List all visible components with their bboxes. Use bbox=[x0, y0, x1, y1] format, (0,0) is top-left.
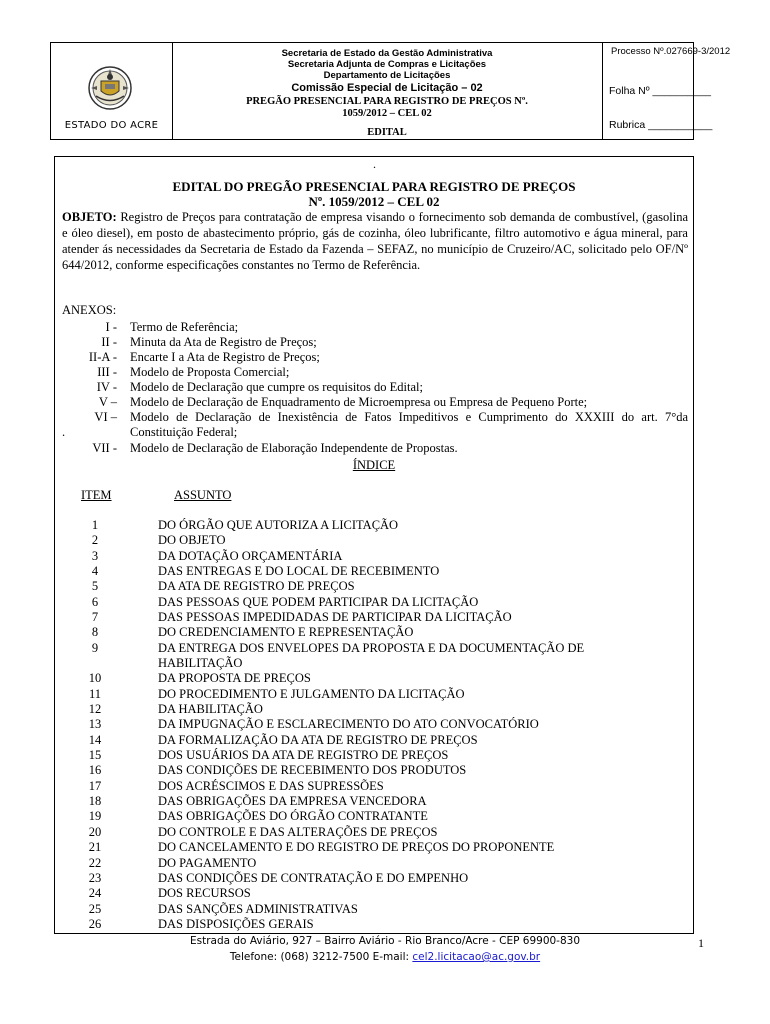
index-item-subject: DOS RECURSOS bbox=[158, 886, 251, 901]
index-item-number: 7 bbox=[91, 610, 99, 625]
header-comissao: Comissão Especial de Licitação – 02 bbox=[291, 82, 483, 94]
index-item-number: 25 bbox=[88, 901, 102, 916]
index-item-number: 1 bbox=[91, 518, 99, 532]
anexo-text: Modelo de Declaração de Enquadramento de Microempresa ou Empresa de Pequeno Porte; bbox=[130, 395, 588, 409]
document-header bbox=[50, 42, 731, 140]
index-item-number: 19 bbox=[88, 809, 102, 824]
anexo-text: Modelo de Proposta Comercial; bbox=[130, 365, 290, 379]
index-item-number: 20 bbox=[88, 824, 102, 839]
index-item-number: 21 bbox=[88, 840, 102, 855]
anexo-text: Modelo de Declaração de Inexistência de Fatos Impeditivos e Cumprimento do XXXIII do art. 7°da Constituição Federal; bbox=[130, 410, 688, 439]
index-item-subject: DO CREDENCIAMENTO E REPRESENTAÇÃO bbox=[158, 625, 414, 640]
header-process-cell bbox=[602, 43, 731, 139]
footer-contact bbox=[0, 951, 770, 963]
index-item-subject: DAS SANÇÕES ADMINISTRATIVAS bbox=[158, 901, 358, 916]
index-item-number: 10 bbox=[88, 671, 102, 686]
index-item-subject: DAS PESSOAS QUE PODEM PARTICIPAR DA LICITAÇÃO bbox=[158, 594, 479, 609]
index-item-subject: DA ENTREGA DOS ENVELOPES DA PROPOSTA E DA DOCUMENTAÇÃO DE HABILITAÇÃO bbox=[158, 640, 585, 670]
anexo-number: V – bbox=[98, 395, 117, 409]
index-item-subject: DOS USUÁRIOS DA ATA DE REGISTRO DE PREÇOS bbox=[158, 748, 449, 763]
index-item-subject: DO PROCEDIMENTO E JULGAMENTO DA LICITAÇÃO bbox=[158, 686, 465, 701]
index-item-number: 15 bbox=[88, 748, 102, 763]
header-edital: EDITAL bbox=[367, 127, 407, 138]
index-item-subject: DA ATA DE REGISTRO DE PREÇOS bbox=[158, 579, 355, 594]
header-secretaria-adjunta: Secretaria Adjunta de Compras e Licitações bbox=[287, 59, 487, 70]
index-item-number: 11 bbox=[88, 686, 102, 701]
index-item-subject: DOS ACRÉSCIMOS E DAS SUPRESSÕES bbox=[158, 778, 384, 793]
objeto-paragraph bbox=[62, 209, 688, 273]
index-item-number: 12 bbox=[88, 702, 102, 716]
index-item-number: 23 bbox=[88, 870, 102, 885]
header-logo-cell bbox=[51, 43, 173, 139]
header-title-cell bbox=[172, 43, 602, 139]
index-item-number: 5 bbox=[91, 579, 99, 594]
index-item-number: 17 bbox=[88, 778, 102, 793]
anexo-text: Modelo de Declaração de Elaboração Independente de Propostas. bbox=[130, 441, 458, 455]
index-item-subject: DA DOTAÇÃO ORÇAMENTÁRIA bbox=[158, 548, 343, 563]
anexo-number: I - bbox=[105, 320, 117, 334]
anexo-number: VII - bbox=[92, 441, 117, 455]
index-item-number: 18 bbox=[88, 794, 102, 809]
rubrica-field: Rubrica ___________ bbox=[609, 119, 713, 131]
index-item-number: 6 bbox=[91, 594, 99, 609]
index-item-number: 2 bbox=[91, 533, 99, 548]
index-item-subject: DA IMPUGNAÇÃO E ESCLARECIMENTO DO ATO CONVOCATÓRIO bbox=[158, 717, 539, 732]
anexo-text: Minuta da Ata de Registro de Preços; bbox=[130, 335, 317, 349]
footer-address: Estrada do Aviário, 927 – Bairro Aviário - Rio Branco/Acre - CEP 69900-830 bbox=[189, 935, 581, 947]
objeto-text: Registro de Preços para contratação de empresa visando o fornecimento sob demanda de combustível, (gasolina e óleo diesel), em posto de abastecimento próprio, gás de cozinha, óleo lubrificante, filtro automotivo e água mineral, para atender ás necessidades da Secretaria de Estado da Fazenda – SEFAZ, no município de Cruzeiro/AC, solicitado pelo OF/Nº 644/2012, conforme especificações constantes no Termo de Referência. bbox=[62, 210, 688, 272]
index-item-subject: DO CANCELAMENTO E DO REGISTRO DE PREÇOS DO PROPONENTE bbox=[158, 840, 555, 855]
index-item-subject: DO OBJETO bbox=[158, 533, 226, 548]
anexo-number: III - bbox=[97, 365, 117, 379]
objeto-label: OBJETO: bbox=[62, 210, 117, 224]
margin-dot: . bbox=[62, 425, 66, 439]
index-item-number: 24 bbox=[88, 886, 102, 901]
anexo-number: II-A - bbox=[88, 350, 117, 364]
page-number: 1 bbox=[698, 936, 704, 950]
anexo-text: Termo de Referência; bbox=[130, 320, 239, 334]
footer-phone: Telefone: (068) 3212-7500 E-mail: bbox=[229, 951, 413, 963]
index-item-subject: DA HABILITAÇÃO bbox=[158, 702, 263, 716]
index-item-subject: DAS DISPOSIÇÕES GERAIS bbox=[158, 916, 314, 931]
anexo-text: Modelo de Declaração que cumpre os requisitos do Edital; bbox=[130, 380, 423, 394]
index-item-subject: DA FORMALIZAÇÃO DA ATA DE REGISTRO DE PREÇOS bbox=[158, 732, 478, 747]
column-header-item: ITEM bbox=[81, 488, 112, 502]
index-item-number: 22 bbox=[88, 855, 102, 870]
anexo-text: Encarte I a Ata de Registro de Preços; bbox=[130, 350, 320, 364]
stray-dot: . bbox=[373, 157, 376, 171]
anexo-number: IV - bbox=[96, 380, 117, 394]
column-header-assunto: ASSUNTO bbox=[174, 488, 232, 502]
header-departamento: Departamento de Licitações bbox=[323, 70, 451, 81]
index-item-number: 9 bbox=[91, 640, 99, 655]
index-item-subject: DAS OBRIGAÇÕES DO ÓRGÃO CONTRATANTE bbox=[158, 809, 428, 824]
folha-field: Folha Nº __________ bbox=[609, 85, 711, 97]
edital-title-line1: EDITAL DO PREGÃO PRESENCIAL PARA REGISTRO DE PREÇOS bbox=[172, 179, 576, 194]
index-item-subject: DAS CONDIÇÕES DE CONTRATAÇÃO E DO EMPENHO bbox=[158, 870, 469, 885]
index-item-subject: DAS ENTREGAS E DO LOCAL DE RECEBIMENTO bbox=[158, 564, 440, 579]
index-item-subject: DO ÓRGÃO QUE AUTORIZA A LICITAÇÃO bbox=[158, 518, 399, 532]
index-item-subject: DAS PESSOAS IMPEDIDADAS DE PARTICIPAR DA LICITAÇÃO bbox=[158, 610, 512, 625]
edital-content bbox=[54, 156, 694, 934]
index-item-number: 26 bbox=[88, 916, 102, 931]
state-name: ESTADO DO ACRE bbox=[64, 120, 159, 131]
state-coat-of-arms-icon bbox=[87, 65, 133, 111]
anexo-number: VI – bbox=[94, 410, 117, 424]
index-item-subject: DAS CONDIÇÕES DE RECEBIMENTO DOS PRODUTOS bbox=[158, 763, 467, 778]
edital-title-line2: Nº. 1059/2012 – CEL 02 bbox=[308, 194, 440, 209]
header-pregao-line2: 1059/2012 – CEL 02 bbox=[342, 108, 432, 119]
index-item-subject: DA PROPOSTA DE PREÇOS bbox=[158, 671, 311, 686]
index-item-number: 8 bbox=[91, 625, 99, 640]
anexo-number: II - bbox=[101, 335, 117, 349]
index-item-subject: DO PAGAMENTO bbox=[158, 855, 257, 870]
index-item-number: 13 bbox=[88, 717, 102, 732]
index-item-number: 3 bbox=[91, 548, 99, 563]
index-item-subject: DO CONTROLE E DAS ALTERAÇÕES DE PREÇOS bbox=[158, 824, 438, 839]
header-secretaria: Secretaria de Estado da Gestão Administrativa bbox=[281, 48, 493, 59]
anexos-heading: ANEXOS: bbox=[62, 303, 117, 317]
index-item-number: 4 bbox=[91, 564, 99, 579]
email-link[interactable]: cel2.licitacao@ac.gov.br bbox=[412, 951, 541, 963]
index-item-number: 16 bbox=[88, 763, 102, 778]
process-number: Processo Nº.027669-3/2012 bbox=[611, 46, 731, 57]
header-pregao-line1: PREGÃO PRESENCIAL PARA REGISTRO DE PREÇOS Nº. bbox=[246, 96, 528, 107]
indice-heading: ÍNDICE bbox=[352, 458, 396, 472]
index-item-subject: DAS OBRIGAÇÕES DA EMPRESA VENCEDORA bbox=[158, 794, 427, 809]
index-item-number: 14 bbox=[88, 732, 102, 747]
